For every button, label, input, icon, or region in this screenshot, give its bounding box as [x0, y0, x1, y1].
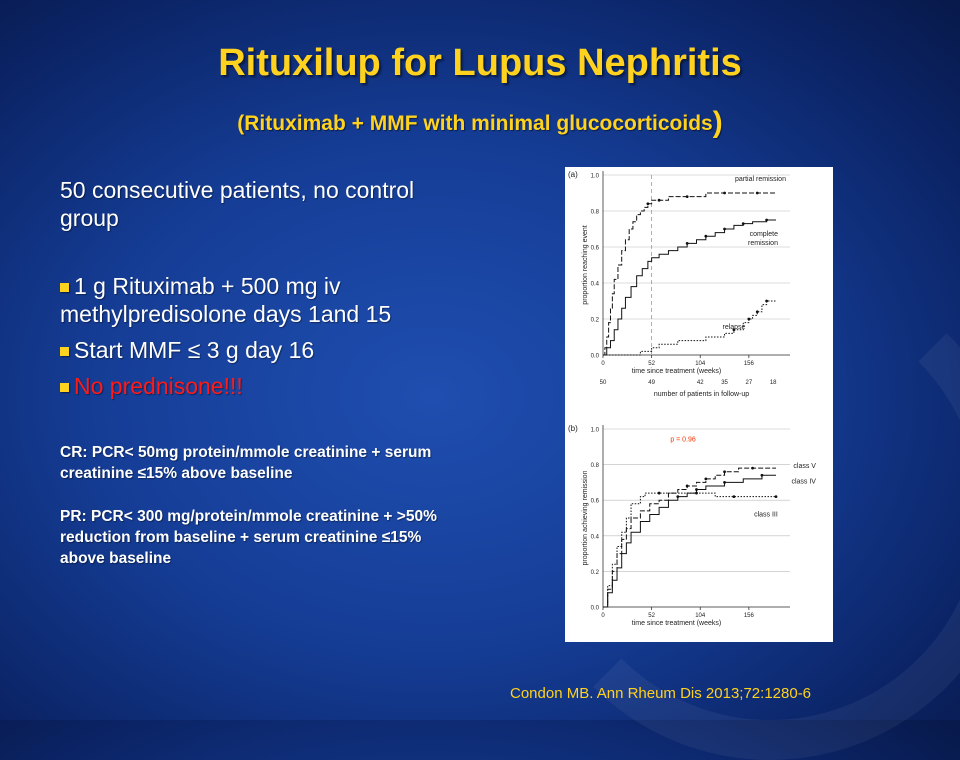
bullet-text: No prednisone!!!	[74, 373, 243, 399]
x-tick-label: 156	[743, 613, 754, 619]
at-risk-count: 18	[769, 380, 777, 386]
series-line	[603, 301, 776, 355]
series-line	[603, 475, 776, 607]
bullet-square-icon	[60, 283, 69, 292]
series-line	[603, 468, 776, 607]
y-tick-label: 1.0	[590, 173, 599, 180]
cr-definition: CR: PCR< 50mg protein/mmole creatinine + serum creatinine ≤15% above baseline	[60, 444, 432, 482]
subtitle-text: (Rituximab + MMF with minimal glucocorticoids	[237, 112, 713, 135]
series-point	[686, 195, 689, 198]
series-point	[751, 467, 754, 470]
slide-body	[60, 176, 460, 569]
bullet-text: 1 g Rituximab + 500 mg iv methylpredisolone days 1and 15	[60, 273, 392, 327]
x-tick-label: 104	[695, 361, 706, 367]
series-label: relapse	[722, 324, 746, 331]
kaplan-meier-figure	[565, 167, 833, 642]
at-risk-count: 35	[721, 380, 728, 386]
series-point	[658, 199, 661, 202]
y-tick-label: 0.4	[590, 281, 599, 288]
bullet-item-no-prednisone	[60, 372, 460, 400]
series-label: class IV	[791, 478, 816, 486]
bullet-square-icon	[60, 347, 69, 356]
series-point	[686, 485, 689, 488]
at-risk-count: 49	[648, 380, 655, 386]
bullet-text: Start MMF ≤ 3 g day 16	[74, 337, 315, 363]
series-point	[775, 495, 778, 498]
p-value-annotation: p = 0.96	[670, 436, 696, 444]
intro-text: 50 consecutive patients, no control group	[60, 177, 415, 231]
series-point	[658, 492, 661, 495]
series-point	[756, 192, 759, 195]
x-axis-label: time since treatment (weeks)	[631, 620, 722, 627]
series-point	[676, 495, 679, 498]
series-point	[761, 474, 764, 477]
x-tick-label: 156	[743, 361, 754, 367]
y-tick-label: 0.0	[590, 605, 599, 612]
series-point	[704, 477, 707, 480]
y-tick-label: 0.8	[590, 463, 599, 470]
series-label: remission	[748, 240, 778, 247]
y-tick-label: 1.0	[590, 427, 599, 434]
x-tick-label: 0	[601, 361, 605, 367]
series-label: class III	[754, 511, 778, 519]
bullet-list	[60, 272, 460, 400]
pr-definition: PR: PCR< 300 mg/protein/mmole creatinine + >50% reduction from baseline + serum creatinine ≤15% above baseline	[60, 508, 437, 567]
series-point	[723, 481, 726, 484]
bullet-item	[60, 272, 460, 328]
at-risk-count: 42	[696, 380, 704, 386]
y-tick-label: 0.6	[590, 245, 599, 252]
series-point	[686, 242, 689, 245]
x-tick-label: 52	[648, 361, 655, 367]
series-point	[765, 300, 768, 303]
series-label: partial remission	[735, 176, 786, 183]
series-point	[646, 202, 649, 205]
y-tick-label: 0.0	[590, 353, 599, 360]
x-tick-label: 0	[601, 613, 605, 619]
series-label: class V	[793, 463, 816, 471]
series-point	[765, 219, 768, 222]
series-point	[704, 235, 707, 238]
at-risk-count: 27	[745, 380, 753, 386]
series-point	[747, 318, 750, 321]
y-tick-label: 0.8	[590, 209, 599, 216]
at-risk-count: 50	[599, 380, 607, 386]
slide-title: Rituxilup for Lupus Nephritis	[218, 42, 742, 84]
series-point	[756, 310, 759, 313]
y-tick-label: 0.6	[590, 498, 599, 505]
series-point	[695, 488, 698, 491]
subtitle-close-paren: )	[712, 106, 723, 139]
series-line	[603, 193, 776, 355]
citation: Condon MB. Ann Rheum Dis 2013;72:1280-6	[510, 685, 812, 702]
series-point	[695, 492, 698, 495]
x-tick-label: 52	[648, 613, 655, 619]
y-tick-label: 0.2	[590, 569, 599, 576]
series-point	[742, 222, 745, 225]
x-tick-label: 104	[695, 613, 706, 619]
figure-svg	[565, 167, 833, 642]
x-axis-label: time since treatment (weeks)	[631, 368, 722, 375]
bullet-square-icon	[60, 383, 69, 392]
series-point	[723, 192, 726, 195]
series-label: complete	[749, 231, 778, 238]
slide-subtitle	[0, 106, 960, 140]
at-risk-label: number of patients in follow-up	[653, 391, 750, 398]
series-point	[723, 470, 726, 473]
y-axis-label: proportion achieving remission	[582, 470, 589, 566]
bullet-item	[60, 336, 460, 364]
panel-label: (a)	[568, 170, 578, 179]
series-line	[603, 493, 776, 607]
series-point	[723, 228, 726, 231]
y-tick-label: 0.2	[590, 317, 599, 324]
panel-label: (b)	[568, 424, 578, 433]
y-axis-label: proportion reaching event	[582, 225, 589, 305]
y-tick-label: 0.4	[590, 534, 599, 541]
series-point	[733, 495, 736, 498]
